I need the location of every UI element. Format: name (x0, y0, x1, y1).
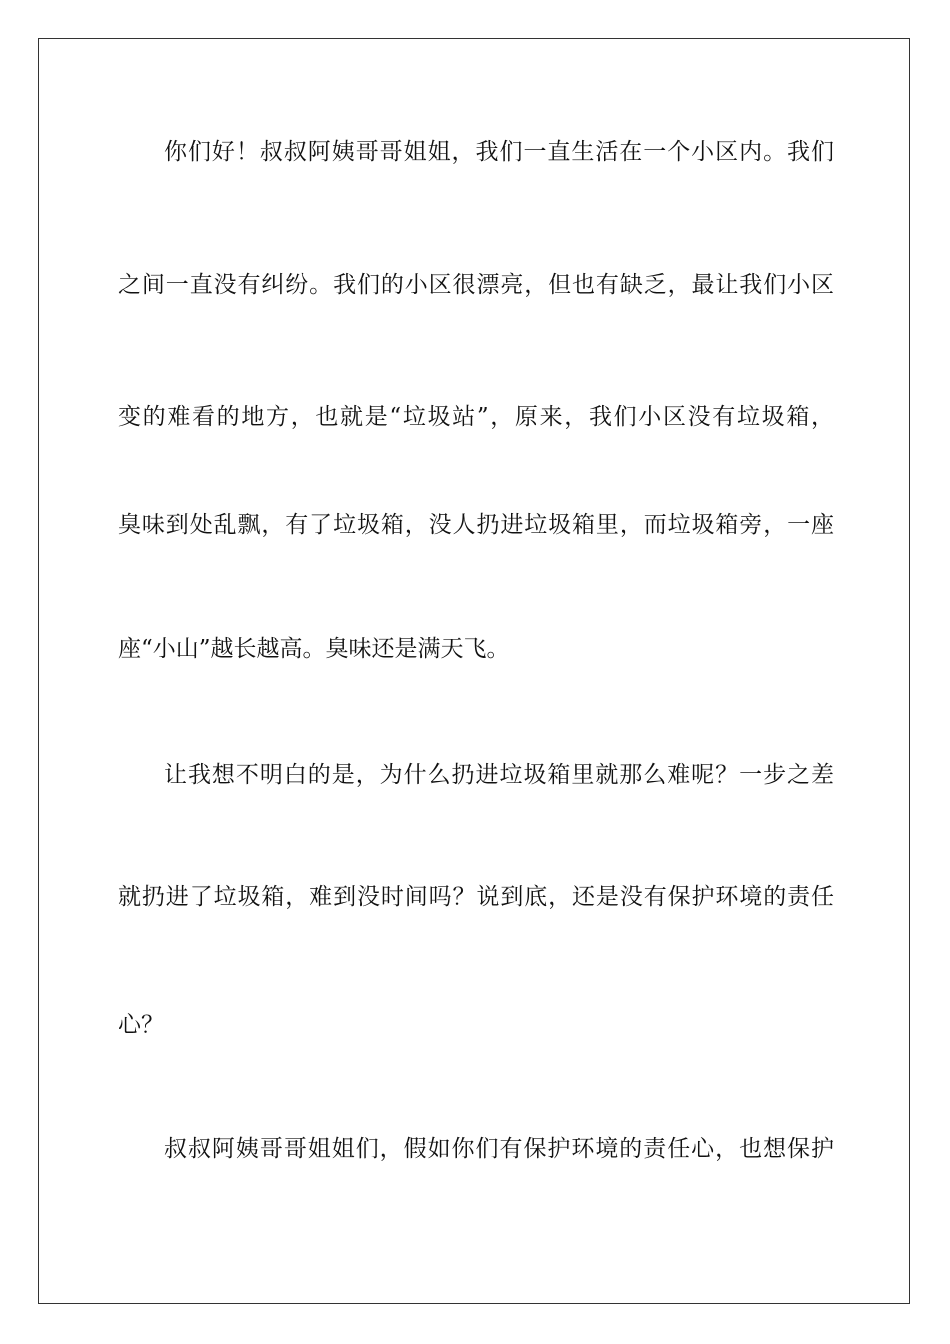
paragraph-1-line-4: 臭味到处乱飘，有了垃圾箱，没人扔进垃圾箱里，而垃圾箱旁，一座 (118, 512, 834, 538)
paragraph-1-line-5: 座“小山”越长越高。臭味还是满天飞。 (118, 636, 510, 662)
page-frame (38, 38, 910, 1304)
paragraph-2-line-2: 就扔进了垃圾箱，难到没时间吗？说到底，还是没有保护环境的责任 (118, 884, 834, 910)
paragraph-1-line-1: 你们好！叔叔阿姨哥哥姐姐，我们一直生活在一个小区内。我们 (164, 139, 834, 165)
paragraph-2-line-1: 让我想不明白的是，为什么扔进垃圾箱里就那么难呢？一步之差 (164, 762, 834, 788)
paragraph-1-line-2: 之间一直没有纠纷。我们的小区很漂亮，但也有缺乏，最让我们小区 (118, 272, 834, 298)
paragraph-2-line-3: 心？ (118, 1012, 164, 1038)
paragraph-3-line-1: 叔叔阿姨哥哥姐姐们，假如你们有保护环境的责任心，也想保护 (164, 1136, 834, 1162)
paragraph-1-line-3: 变的难看的地方，也就是“垃圾站”，原来，我们小区没有垃圾箱， (118, 404, 834, 430)
